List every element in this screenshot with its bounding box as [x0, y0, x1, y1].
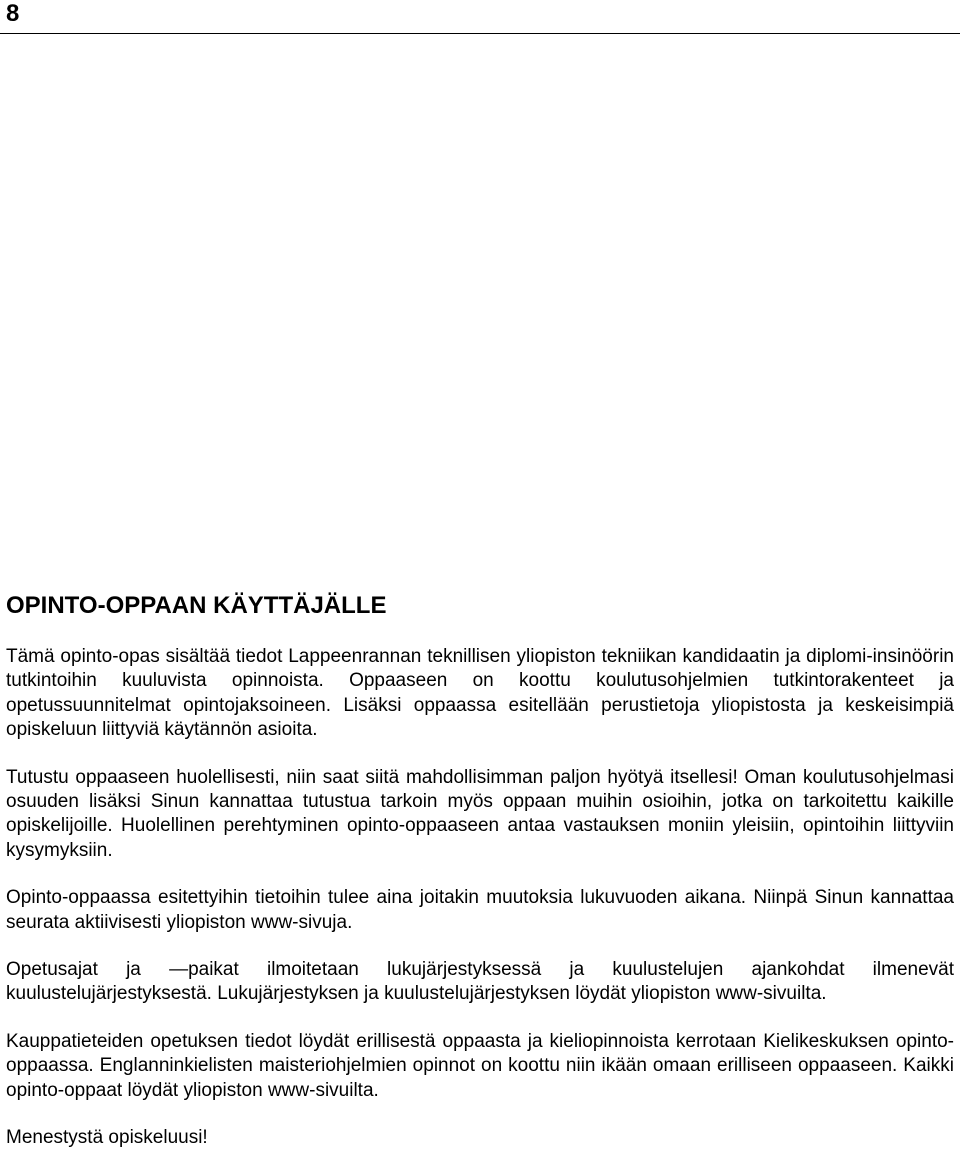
paragraph-intro: Tämä opinto-opas sisältää tiedot Lappeenrannan teknillisen yliopiston tekniikan kandidaatin ja diplomi-insinöörin tutkintoihin kuuluvista opinnoista. Oppaaseen on koottu koulutusohjelmien tutkintorakenteet ja opetussuunnitelmat opintojaksoineen. Lisäksi oppaassa esitellään perustietoja yliopistosta ja keskeisimpiä opiskeluun liittyviä käytännön asioita. — [6, 646, 954, 741]
paragraph-closing: Menestystä opiskeluusi! — [6, 1127, 208, 1149]
paragraph-schedules: Opetusajat ja —paikat ilmoitetaan lukujärjestyksessä ja kuulustelujen ajankohdat ilmenevät kuulustelujärjestyksestä. Lukujärjestyksen ja kuulustelujärjestyksen löydät yliopiston www-sivuilta. — [6, 959, 954, 1005]
body-text — [6, 645, 954, 1151]
paragraph-other-guides: Kauppatieteiden opetuksen tiedot löydät erillisestä oppaasta ja kieliopinnoista kerrotaan Kielikeskuksen opinto-oppaassa. Englanninkielisten maisteriohjelmien opinnot on koottu niin ikään omaan erilliseen oppaaseen. Kaikki opinto-oppaat löydät yliopiston www-sivuilta. — [6, 1030, 954, 1101]
header-divider — [0, 33, 960, 34]
page-number: 8 — [6, 0, 20, 27]
section-heading: OPINTO-OPPAAN KÄYTTÄJÄLLE — [6, 592, 387, 619]
paragraph-changes: Opinto-oppaassa esitettyihin tietoihin tulee aina joitakin muutoksia lukuvuoden aikana. Niinpä Sinun kannattaa seurata aktiivisesti yliopiston www-sivuja. — [6, 887, 954, 933]
paragraph-study-tips: Tutustu oppaaseen huolellisesti, niin saat siitä mahdollisimman paljon hyötyä itsellesi! Oman koulutusohjelmasi osuuden lisäksi Sinun kannattaa tutustua tarkoin myös oppaan muihin osioihin, jotka on tarkoitettu kaikille opiskelijoille. Huolellinen perehtyminen opinto-oppaaseen antaa vastauksen moniin yleisiin, opintoihin liittyviin kysymyksiin. — [6, 766, 954, 861]
